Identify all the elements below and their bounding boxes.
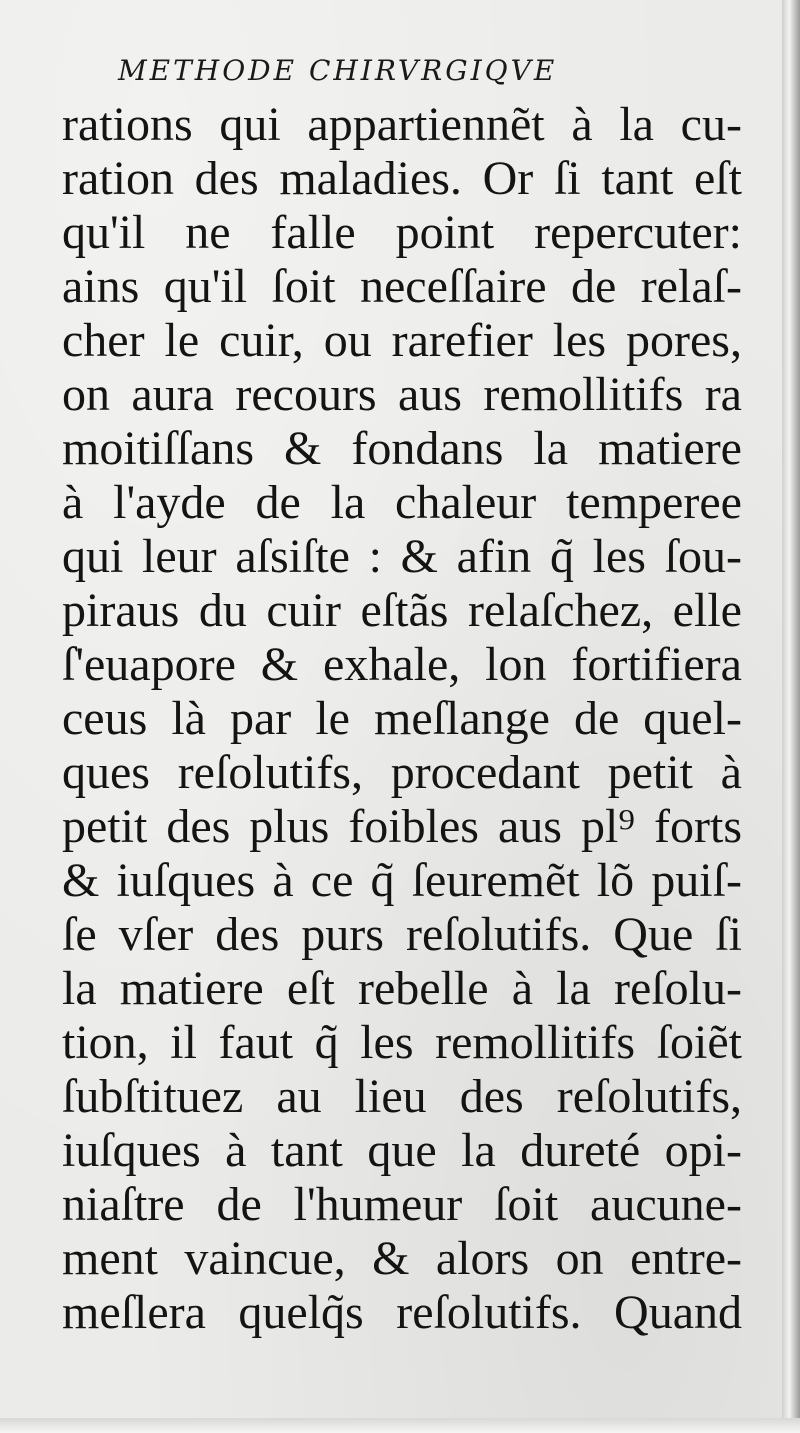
text-line: ques reſolutifs, procedant petit à: [62, 746, 742, 799]
text-line: petit des plus foibles aus pl⁹ forts: [62, 800, 742, 853]
text-line: ſ'euapore & exhale, lon fortifiera: [62, 638, 742, 691]
text-line: niaſtre de l'humeur ſoit aucune-: [62, 1178, 742, 1231]
text-line: iuſques à tant que la dureté opi-: [62, 1124, 742, 1177]
body-text: [62, 98, 742, 1340]
text-line: meſlera quelq̃s reſolutifs. Quand: [62, 1286, 742, 1339]
page-edge-bottom: [0, 1418, 800, 1433]
running-head: METHODE CHIRVRGIQVE: [118, 54, 558, 87]
text-line: piraus du cuir eſtãs relaſchez, elle: [62, 584, 742, 637]
text-line: la matiere eſt rebelle à la reſolu-: [62, 962, 742, 1015]
text-line: ſubſtituez au lieu des reſolutifs,: [62, 1070, 742, 1123]
page-edge-right: [782, 0, 800, 1433]
text-line: qui leur aſsiſte : & afin q̃ les ſou-: [62, 530, 742, 583]
text-line: moitiſſans & fondans la matiere: [62, 422, 742, 475]
text-line: ains qu'il ſoit neceſſaire de relaſ-: [62, 260, 742, 313]
text-line: & iuſques à ce q̃ ſeuremẽt lõ puiſ-: [62, 854, 742, 907]
text-line: cher le cuir, ou rarefier les pores,: [62, 314, 742, 367]
text-line: ceus là par le meſlange de quel-: [62, 692, 742, 745]
text-line: on aura recours aus remollitifs ra: [62, 368, 742, 421]
text-line: à l'ayde de la chaleur temperee: [62, 476, 742, 529]
text-line: ment vaincue, & alors on entre-: [62, 1232, 742, 1285]
text-line: tion, il faut q̃ les remollitifs ſoiẽt: [62, 1016, 742, 1069]
text-line: rations qui appartiennẽt à la cu-: [62, 98, 742, 151]
text-line: qu'il ne falle point repercuter:: [62, 206, 742, 259]
text-line: ration des maladies. Or ſi tant eſt: [62, 152, 742, 205]
text-line: ſe vſer des purs reſolutifs. Que ſi: [62, 908, 742, 961]
